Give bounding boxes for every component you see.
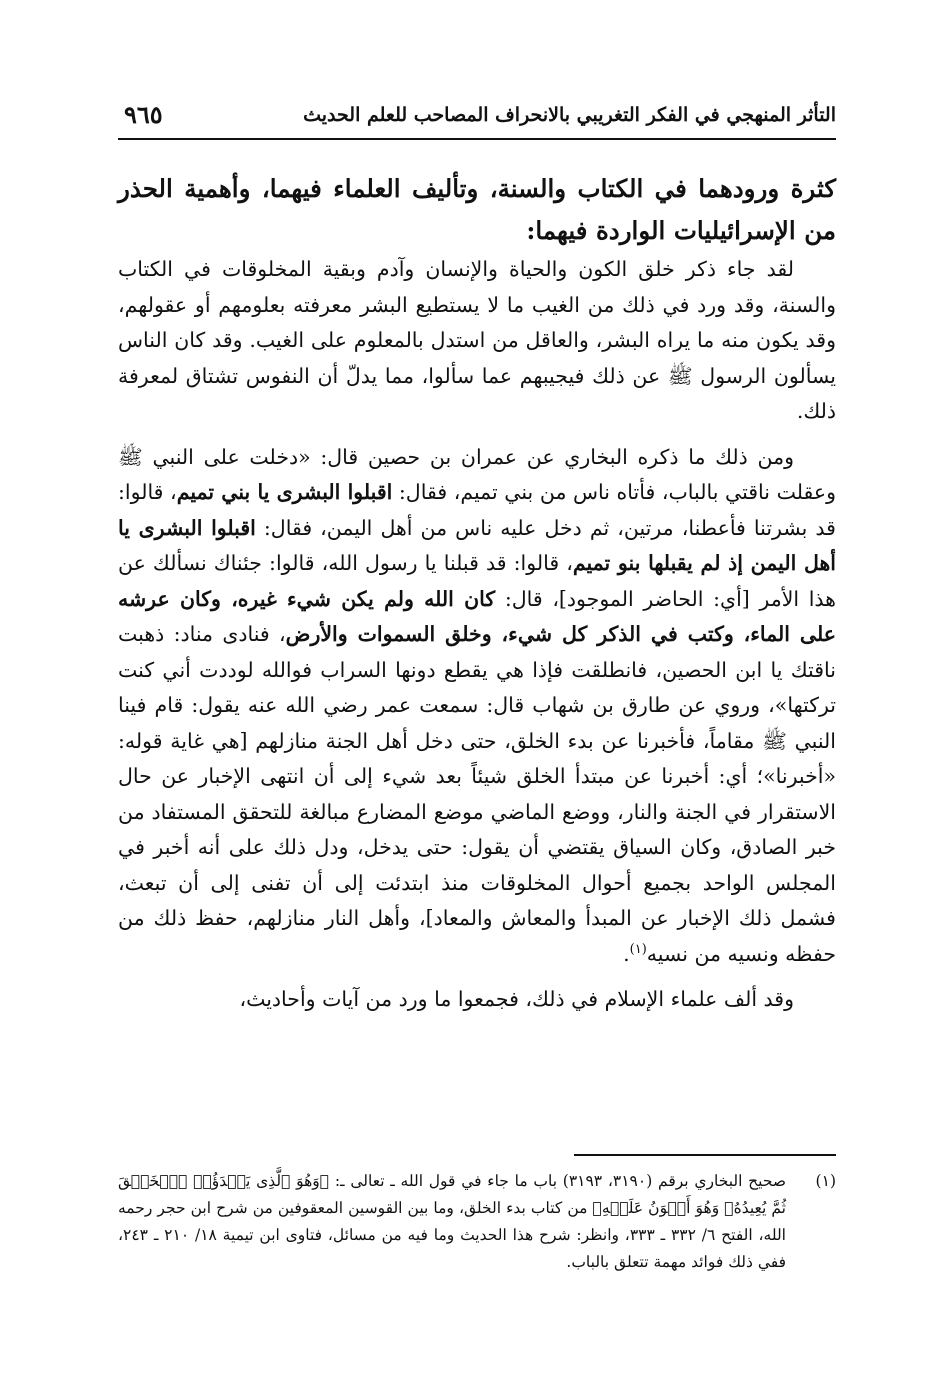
- running-header: [118, 94, 836, 140]
- footnote-number: (١): [815, 1172, 836, 1190]
- hadith-text: ، فنادى مناد: ذهبت ناقتك يا ابن الحصين، فانطلقت فإذا هي يقطع دونها السراب فوالله لوددت أني كنت تركتها»، وروي عن طارق بن شهاب قال: سمعت عمر رضي الله عنه يقول: قام فينا النبي ﷺ مقاماً، فأخبرنا عن بدء الخلق، حتى دخل أهل الجنة منازلهم [هي غاية قوله: «أخبرنا»؛ أي: أخبرنا عن مبتدأ الخلق شيئاً بعد شيء إلى أن انتهى الإخبار عن حال الاستقرار في الجنة والنار، ووضع الماضي موضع المضارع مبالغة للتحقق المستفاد من خبر الصادق، وكان السياق يقتضي أن يقول: حتى يدخل، ودل ذلك على أنه أخبر في المجلس الواحد بجميع أحوال المخلوقات منذ ابتدئت إلى أن تفنى إلى أن تبعث، فشمل ذلك الإخبار عن المبدأ والمعاش والمعاد]، وأهل النار منازلهم، حفظ ذلك من حفظه ونسيه من نسيه: [118, 622, 836, 966]
- footnote-reference[interactable]: (١): [629, 941, 647, 957]
- running-title: التأثر المنهجي في الفكر التغريبي بالانحراف المصاحب للعلم الحديث: [303, 104, 836, 126]
- hadith-text: ، قالوا: قد قبلنا يا رسول الله، قالوا: جئناك نسألك عن هذا الأمر [أي: الحاضر الموجود]، قال:: [118, 551, 836, 611]
- section-heading: كثرة ورودهما في الكتاب والسنة، وتأليف العلماء فيهما، وأهمية الحذر من الإسرائيليات الواردة فيهما:: [118, 174, 836, 245]
- paragraph-3: وقد ألف علماء الإسلام في ذلك، فجمعوا ما ورد من آيات وأحاديث،: [239, 987, 794, 1011]
- hadith-text: ومن ذلك ما ذكره البخاري عن عمران بن حصين قال: «دخلت على النبي ﷺ وعقلت ناقتي بالباب، فأتاه ناس من بني تميم، فقال:: [118, 444, 837, 504]
- footnote-text: صحيح البخاري برقم (٣١٩٠، ٣١٩٣) باب ما جاء في قول الله ـ تعالى ـ: ﴿وَهُوَ ٱلَّذِى يَبۡدَؤُا۟ ٱلۡخَلۡقَ ثُمَّ يُعِيدُهُۥ وَهُوَ أَهۡوَنُ عَلَيۡهِ﴾ من كتاب بدء الخلق، وما بين القوسين المعقوفين من شرح ابن حجر رحمه الله، الفتح ٦/ ٣٣٢ ـ ٣٣٣، وانظر: شرح هذا الحديث وما فيه من مسائل، فتاوى ابن تيمية ١٨/ ٢١٠ ـ ٢٤٣، ففي ذلك فوائد مهمة تتعلق بالباب.: [118, 1172, 787, 1271]
- sentence-end: .: [623, 941, 630, 966]
- footnote-separator: [574, 1154, 836, 1156]
- hadith-quote: اقبلوا البشرى يا بني تميم: [176, 480, 393, 504]
- hadith-quote: كان الله ولم يكن شيء غيره، وكان عرشه على الماء، وكتب في الذكر كل شيء، وخلق السموات والأرض: [118, 586, 836, 646]
- paragraph-2: [118, 440, 836, 973]
- hadith-text: ، قالوا: قد بشرتنا فأعطنا، مرتين، ثم دخل عليه ناس من أهل اليمن، فقال:: [118, 480, 836, 540]
- hadith-quote: اقبلوا البشرى يا أهل اليمن إذ لم يقبلها بنو تميم: [118, 515, 836, 575]
- paragraph-1: لقد جاء ذكر خلق الكون والحياة والإنسان وآدم وبقية المخلوقات في الكتاب والسنة، وقد ورد في ذلك من الغيب ما لا يستطيع البشر معرفته بعلومهم أو عقولهم، وقد يكون منه ما يراه البشر، والعاقل من استدل بالمعلوم على الغيب. وقد كان الناس يسألون الرسول ﷺ عن ذلك فيجيبهم عما سألوا، مما يدلّ أن النفوس تشتاق لمعرفة ذلك.: [118, 257, 836, 423]
- footnote: [118, 1168, 836, 1276]
- page-number: ٩٦٥: [124, 100, 163, 129]
- book-page: [118, 94, 837, 1271]
